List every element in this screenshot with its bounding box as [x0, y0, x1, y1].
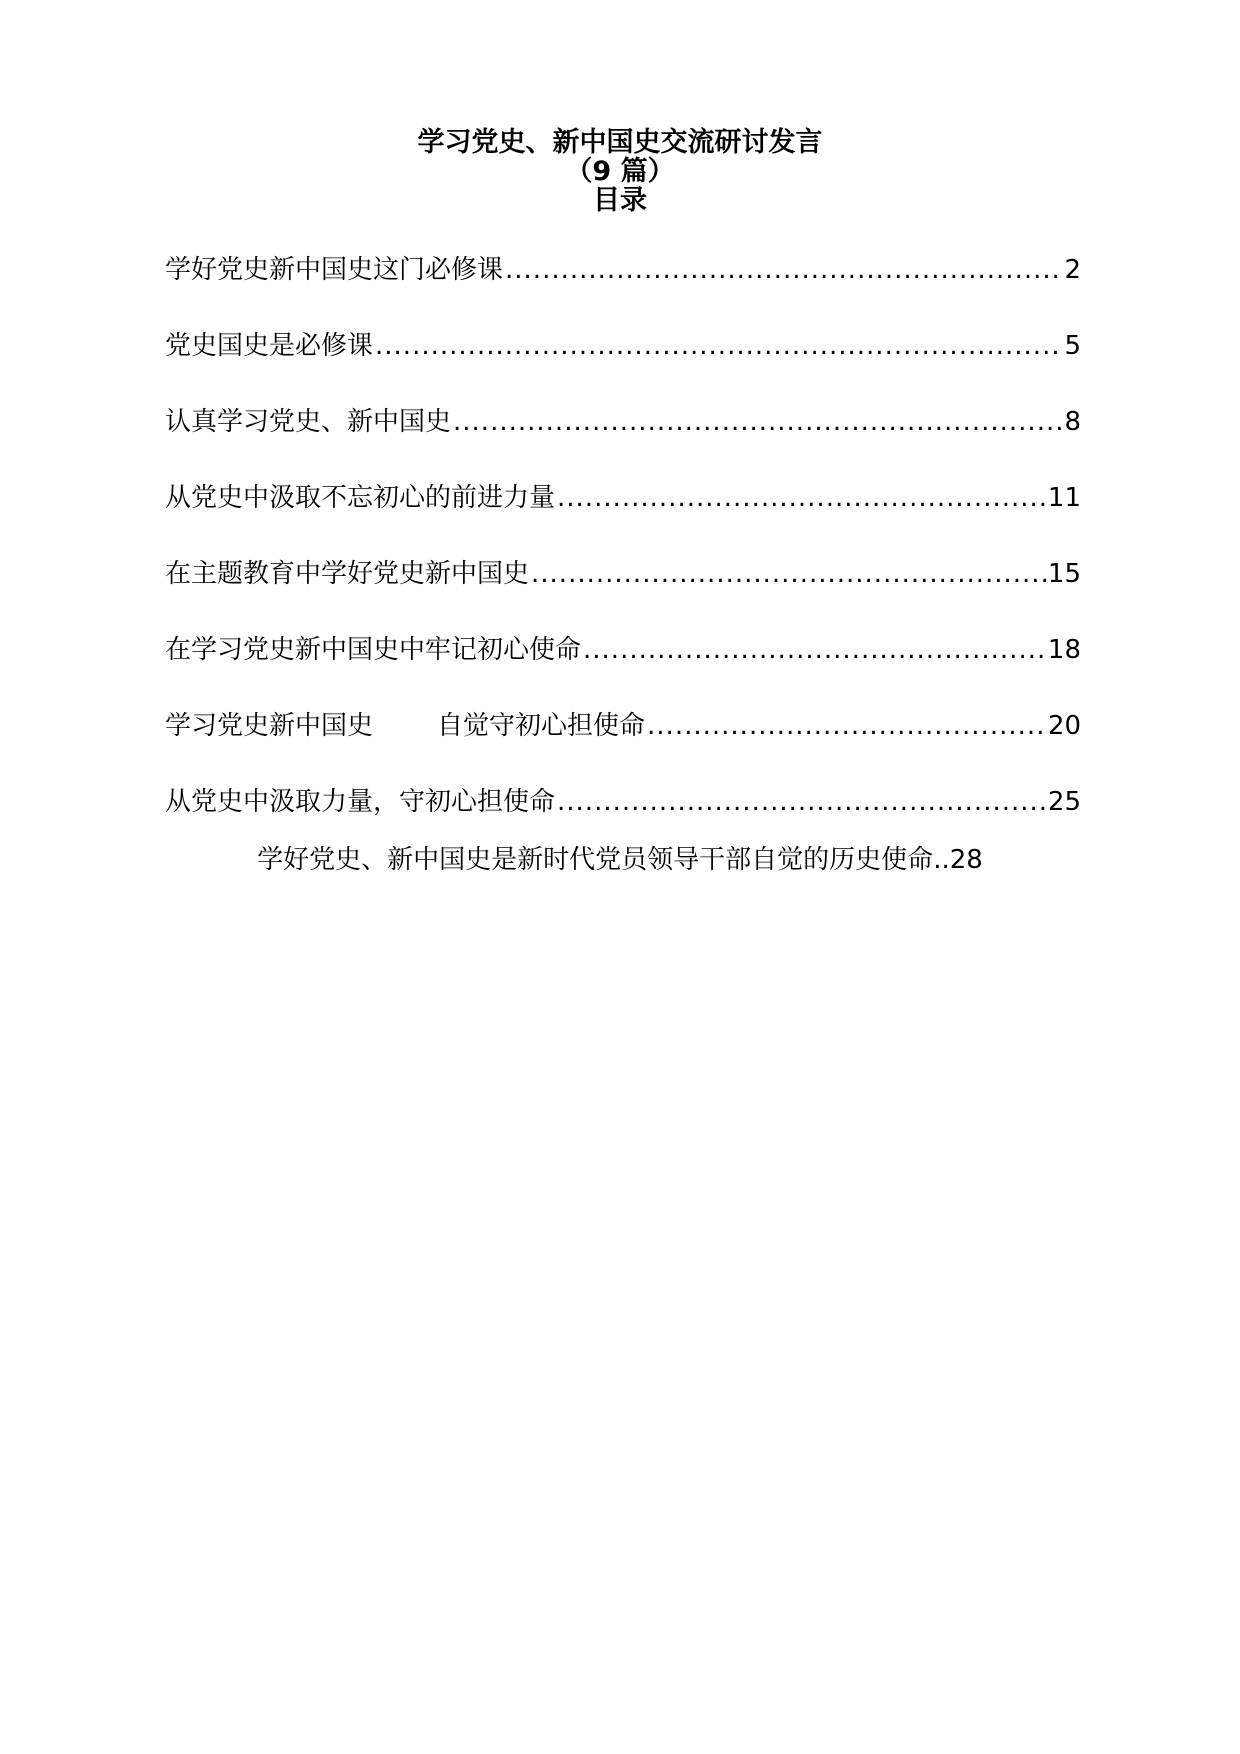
- toc-leader-dots: [557, 478, 1046, 518]
- toc-leader-dots: [557, 782, 1046, 822]
- toc-entry-label: 从党史中汲取不忘初心的前进力量: [165, 483, 556, 513]
- toc-leader-dots: [583, 630, 1046, 670]
- toc-entry-page: 2: [1064, 255, 1081, 285]
- document-title-block: [0, 128, 1240, 215]
- toc-leader-dots: [505, 250, 1062, 290]
- toc-entry-2[interactable]: [165, 326, 1081, 402]
- toc-entry-page: 18: [1047, 635, 1081, 665]
- toc-entry-label: 学好党史、新中国史是新时代党员领导干部自觉的历史使命: [257, 845, 934, 875]
- toc-entry-page: 28: [949, 845, 983, 875]
- toc-leader-dots: [531, 554, 1046, 594]
- toc-leader-dots: ..: [933, 845, 950, 875]
- toc-entry-5[interactable]: [165, 554, 1081, 630]
- table-of-contents: [165, 250, 1081, 858]
- toc-entry-label: 在主题教育中学好党史新中国史: [165, 559, 530, 589]
- document-subtitle-count: （9 篇）: [565, 156, 675, 187]
- toc-entry-label: 学好党史新中国史这门必修课: [165, 255, 504, 285]
- toc-entry-7[interactable]: [165, 706, 1081, 782]
- toc-heading: 目录: [593, 185, 647, 216]
- toc-entry-page: 20: [1047, 711, 1081, 741]
- toc-leader-dots: [453, 402, 1062, 442]
- toc-entry-page: 15: [1047, 559, 1081, 589]
- toc-entry-page: 5: [1064, 331, 1081, 361]
- toc-entry-label: [165, 706, 645, 746]
- toc-entry-6[interactable]: [165, 630, 1081, 706]
- toc-leader-dots: [375, 326, 1062, 366]
- toc-entry-page: 8: [1064, 407, 1081, 437]
- toc-entry-label: 党史国史是必修课: [165, 331, 374, 361]
- toc-entry-label: 在学习党史新中国史中牢记初心使命: [165, 635, 582, 665]
- toc-entry-page: 25: [1047, 787, 1081, 817]
- toc-entry-label-part1: 学习党史新中国史: [165, 711, 374, 741]
- toc-leader-dots: [647, 706, 1046, 746]
- toc-entry-3[interactable]: [165, 402, 1081, 478]
- toc-entry-9[interactable]: [0, 840, 1240, 880]
- toc-entry-page: 11: [1047, 483, 1081, 513]
- toc-entry-4[interactable]: [165, 478, 1081, 554]
- toc-entry-label: 从党史中汲取力量，守初心担使命: [165, 787, 556, 817]
- toc-entry-label: 认真学习党史、新中国史: [165, 407, 452, 437]
- document-title: 学习党史、新中国史交流研讨发言: [417, 127, 823, 158]
- toc-entry-label-part2: 自觉守初心担使命: [437, 711, 646, 741]
- toc-entry-1[interactable]: [165, 250, 1081, 326]
